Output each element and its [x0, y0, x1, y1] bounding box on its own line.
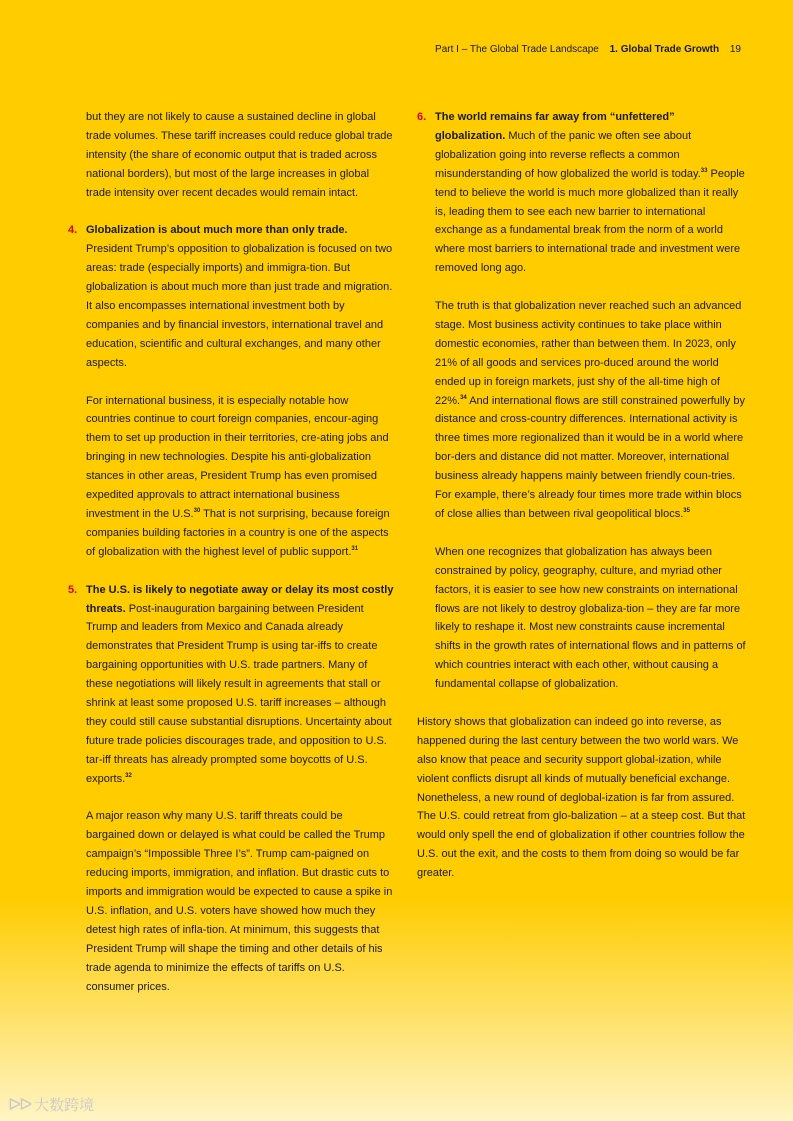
item-5-paragraph-2: A major reason why many U.S. tariff threats could be bargained down or delayed is what could be called the Trump campaign’s “Impossible Three I’s”. Trump cam-paigned on reducing imports, immigration, and inflation. But drastic cuts to imports and immigration would be expected to cause a spike in U.S. inflation, and U.S. voters have showed how much they detest high rates of infla-tion. At minimum, this suggests that President Trump will shape the timing and other details of his trade agenda to minimize the effects of tariffs on U.S. consumer prices. — [86, 810, 393, 993]
footnote-ref: 32 — [125, 772, 132, 779]
header-part: Part I – The Global Trade Landscape — [435, 44, 599, 55]
item-4-paragraph-2: For international business, it is especially notable how countries continue to court foreign companies, encour-aging them to set up production in their territories, cre-ating jobs and bringing in new technologies. Despite his anti-globalization stances in other areas, President Trump has even promised expedited approvals to attract international business investment in the U.S.$^{30}$ That is not surprising, because foreign companies building factories in a country is one of the aspects of globalization with the highest level of public support.$^{31}$ — [86, 394, 390, 558]
item-number: 5. — [68, 583, 78, 596]
item-6-paragraph-3: When one recognizes that globalization has always been constrained by policy, geography, culture, and myriad other factors, it is easier to see how new constraints on international flows are not likely to destroy globaliza-tion – they are far more likely to reshape it. Most new constraints cause incremental shifts in the growth rates of international flows and in patterns of which countries interact with each other, without causing a fundamental collapse of globalization. — [435, 545, 746, 691]
list-item-4 — [68, 221, 394, 561]
footnote-ref: 34 — [460, 394, 467, 401]
item-4-title: Globalization is about much more than only trade. — [86, 224, 348, 237]
watermark-text: 大数跨境 — [34, 1097, 95, 1114]
list-item-5 — [68, 581, 394, 997]
continued-paragraph: but they are not likely to cause a sustained decline in global trade volumes. These tariff increases could reduce global trade intensity (the share of economic output that is traded across national borders), but most of the large increases in global trade intensity over recent decades would remain intact. — [86, 111, 393, 199]
item-5-title: The U.S. is likely to negotiate away or delay its most costly threats. — [86, 583, 394, 615]
running-header — [435, 43, 741, 57]
footnote-ref: 35 — [683, 508, 690, 515]
closing-paragraph: History shows that globalization can indeed go into reverse, as happened during the last century between the two world wars. We also know that peace and security support global-ization, while violent conflicts disrupt all kinds of mutually beneficial exchange. Nonetheless, a new round of deglobal-ization is far from assured. The U.S. could retreat from glo-balization – at a steep cost. But that would only spell the end of globalization if other countries follow the U.S. out the exit, and the costs to them from doing so would be far greater. — [417, 715, 746, 880]
footnote-ref: 31 — [351, 545, 359, 552]
page-number: 19 — [729, 44, 741, 55]
item-6-title: The world remains far away from “unfettered” globalization. — [435, 111, 675, 142]
item-number: 6. — [417, 111, 427, 123]
item-5-lead — [86, 581, 394, 789]
item-5-text: Post-inauguration bargaining between President Trump and leaders from Mexico and Canada already demonstrates that President Trump is using tar-iffs to create bargaining opportunities with U.S. trade partners. Many of these negotiations will likely result in agreements that stall or shrink at least some proposed U.S. tariff increases – although they could still cause substantial disruptions. Uncertainty about future trade policies discourages trade, and opposition to U.S. tar-iff threats has already prompted some boycotts of U.S. exports. — [86, 602, 392, 785]
item-number: 4. — [68, 224, 78, 237]
item-6-lead: The world remains far away from “unfettered” globalization. Much of the panic we often see about globalization going into reverse reflects a common misunderstanding of how globalized the world is today.$^{33}$ People tend to believe the world is much more globalized than it really is, leading them to see each new barrier to international exchange as a fundamental break from the norm of a world where most barriers to international trade and investment were removed long ago. — [435, 111, 745, 275]
watermark-logo-icon: ᐅᐅ — [8, 1095, 31, 1114]
left-column — [68, 108, 394, 1015]
watermark — [8, 1094, 94, 1115]
item-6-paragraph-2: The truth is that globalization never reached such an advanced stage. Most business activity continues to take place within domestic economies, rather than between them. In 2023, only 21% of all goods and services pro-duced around the world ended up in foreign markets, just shy of the all-time high of 22%.$^{34}$ And international flows are still constrained powerfully by distance and cross-country differences. International activity is three times more regionalized than it would be in a world where bor-ders and distance did not matter. Moreover, international business already happens mainly between friendly coun-tries. For example, there’s already four times more trade within blocs of close allies than between rival geopolitical blocs.$^{35}$ — [435, 300, 745, 521]
item-4-text: President Trump’s opposition to globalization is focused on two areas: trade (especially imports) and immigra-tion. But globalization is about much more than just trade and migration. It also encompasses international investment both by companies and by financial investors, international travel and education, scientific and cultural exchanges, and many other aspects. — [86, 243, 393, 369]
right-column — [417, 108, 747, 902]
footnote-ref: 30 — [193, 508, 201, 514]
footnote-ref: 33 — [700, 167, 708, 174]
header-chapter: 1. Global Trade Growth — [609, 44, 720, 55]
item-4-lead — [86, 221, 394, 372]
list-item-6 — [417, 108, 747, 694]
